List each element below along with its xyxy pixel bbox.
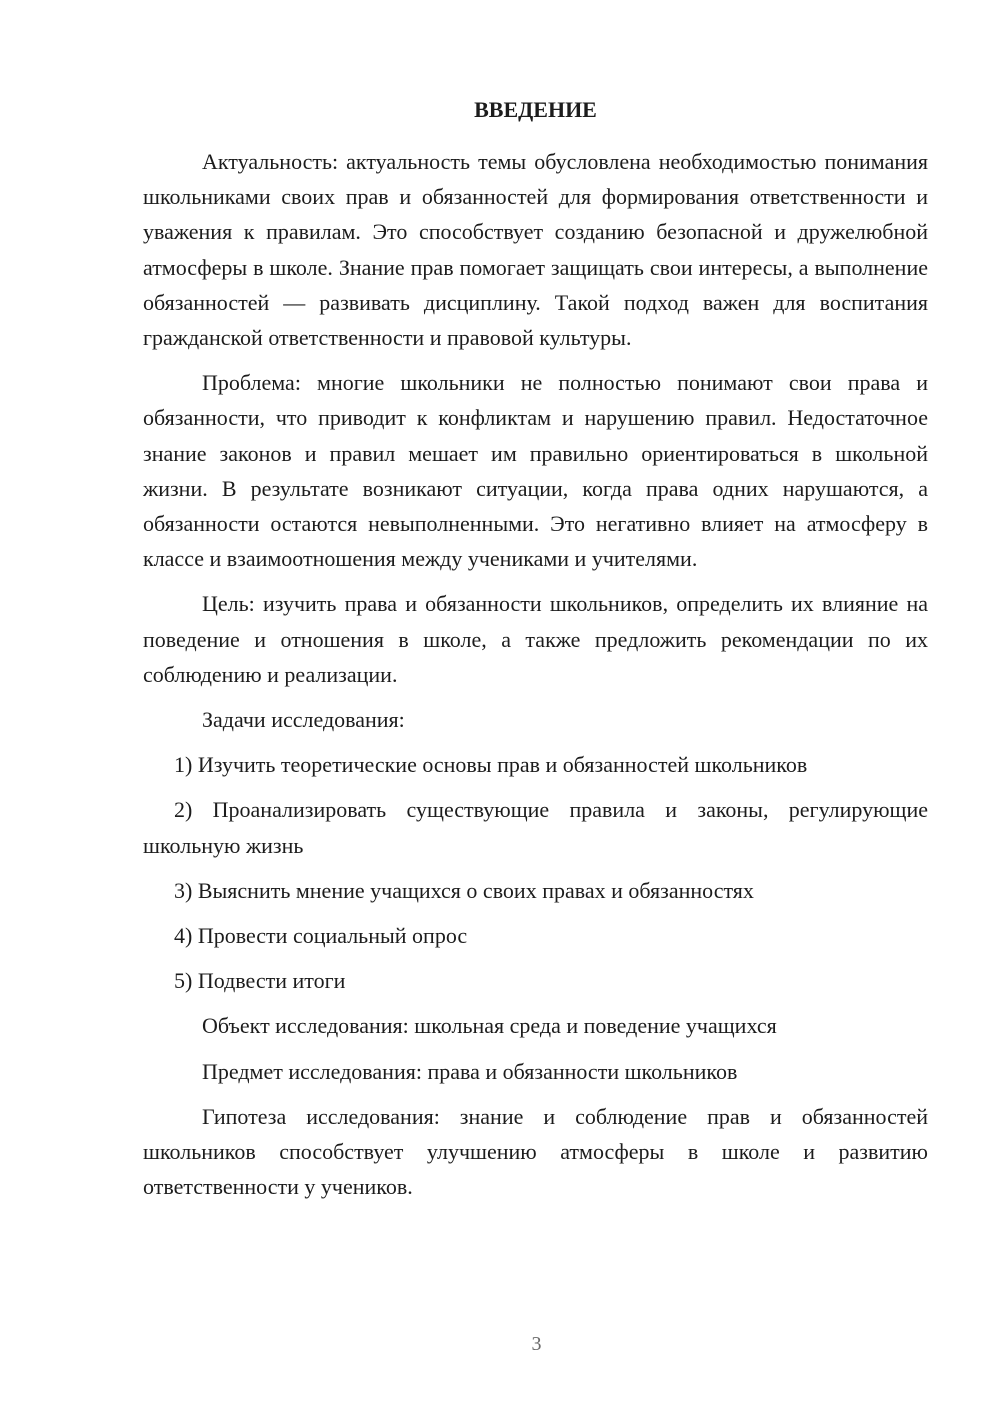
- page-number: 3: [531, 1333, 542, 1355]
- object-line: Объект исследования: школьная среда и поведение учащихся: [202, 1013, 777, 1039]
- section-heading: ВВЕДЕНИЕ: [474, 97, 597, 122]
- hypothesis-paragraph: Гипотеза исследования: знание и соблюдение прав и обязанностей школьников способствует улучшению атмосферы в школе и развитию ответственности у учеников.: [143, 1103, 928, 1200]
- tasks-heading: Задачи исследования:: [202, 707, 405, 733]
- subject-line: Предмет исследования: права и обязанности школьников: [202, 1058, 738, 1084]
- document-page: [143, 92, 928, 1214]
- task-item-4: 4) Провести социальный опрос: [174, 923, 468, 949]
- task-item-2: 2) Проанализировать существующие правила и законы, регулирующие школьную жизнь: [143, 797, 928, 858]
- relevance-paragraph: Актуальность: актуальность темы обусловлена необходимостью понимания школьниками своих прав и обязанностей для формирования ответственности и уважения к правилам. Это способствует созданию безопасной и дружелюбной атмосферы в школе. Знание прав помогает защищать свои интересы, а выполнение обязанностей — развивать дисциплину. Такой подход важен для воспитания гражданской ответственности и правовой культуры.: [143, 149, 928, 351]
- problem-paragraph: Проблема: многие школьники не полностью понимают свои права и обязанности, что приводит к конфликтам и нарушению правил. Недостаточное знание законов и правил мешает им правильно ориентироваться в школьной жизни. В результате возникают ситуации, когда права одних нарушаются, а обязанности остаются невыполненными. Это негативно влияет на атмосферу в классе и взаимоотношения между учениками и учителями.: [143, 370, 928, 572]
- task-item-3: 3) Выяснить мнение учащихся о своих правах и обязанностях: [174, 877, 754, 903]
- goal-paragraph: Цель: изучить права и обязанности школьников, определить их влияние на поведение и отношения в школе, а также предложить рекомендации по их соблюдению и реализации.: [143, 591, 928, 687]
- task-item-5: 5) Подвести итоги: [174, 968, 346, 994]
- task-item-1: 1) Изучить теоретические основы прав и обязанностей школьников: [174, 752, 808, 778]
